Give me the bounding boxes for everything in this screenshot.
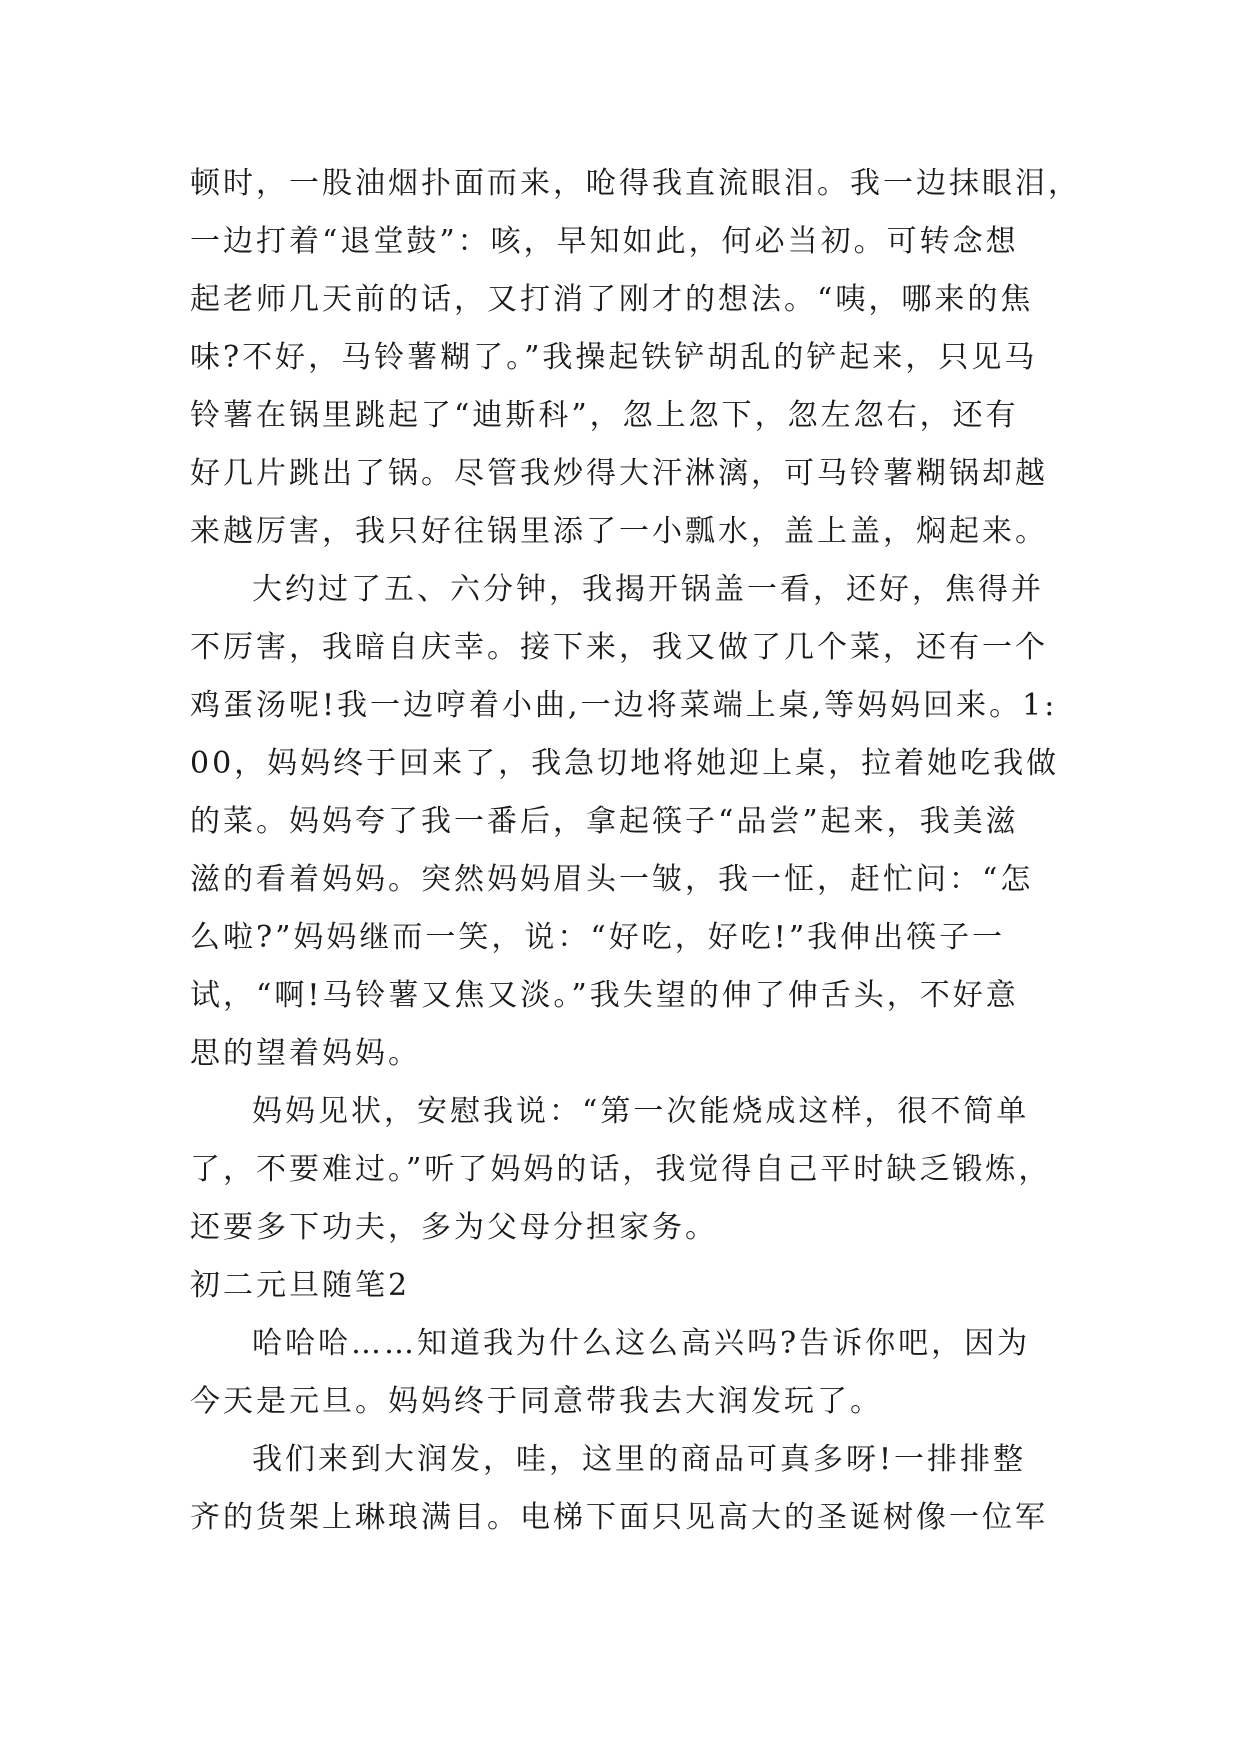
- text-line: 的菜。妈妈夸了我一番后，拿起筷子“品尝”起来，我美滋: [190, 804, 1019, 839]
- text-line: 00，妈妈终于回来了，我急切地将她迎上桌，拉着她吃我做: [190, 746, 1060, 781]
- text-line: 齐的货架上琳琅满目。电梯下面只见高大的圣诞树像一位军: [190, 1500, 1048, 1535]
- text-line: 试，“啊!马铃薯又焦又淡。”我失望的伸了伸舌头，不好意: [190, 978, 1019, 1013]
- paragraph-start-line: 哈哈哈……知道我为什么这么高兴吗?告诉你吧，因为: [252, 1326, 1031, 1361]
- paragraph-start-line: 妈妈见状，安慰我说：“第一次能烧成这样，很不简单: [252, 1094, 1030, 1129]
- paragraph-start-line: 我们来到大润发，哇，这里的商品可真多呀!一排排整: [252, 1442, 1027, 1477]
- text-line: 今天是元旦。妈妈终于同意带我去大润发玩了。: [190, 1384, 883, 1419]
- text-line: 好几片跳出了锅。尽管我炒得大汗淋漓，可马铃薯糊锅却越: [190, 456, 1048, 491]
- section-heading: 初二元旦随笔2: [190, 1268, 411, 1303]
- text-line: 铃薯在锅里跳起了“迪斯科”，忽上忽下，忽左忽右，还有: [190, 398, 1019, 433]
- text-line: 鸡蛋汤呢!我一边哼着小曲,一边将菜端上桌,等妈妈回来。1:: [190, 688, 1058, 723]
- text-line: 还要多下功夫，多为父母分担家务。: [190, 1210, 718, 1245]
- text-line: 来越厉害，我只好往锅里添了一小瓢水，盖上盖，焖起来。: [190, 514, 1048, 549]
- text-line: 么啦?”妈妈继而一笑，说：“好吃，好吃!”我伸出筷子一: [190, 920, 1006, 955]
- text-line: 思的望着妈妈。: [190, 1036, 421, 1071]
- essay-body: [190, 155, 1081, 1547]
- text-line: 了，不要难过。”听了妈妈的话，我觉得自己平时缺乏锻炼，: [190, 1152, 1052, 1187]
- paragraph-start-line: 大约过了五、六分钟，我揭开锅盖一看，还好，焦得并: [252, 572, 1044, 607]
- text-line: 滋的看着妈妈。突然妈妈眉头一皱，我一怔，赶忙问：“怎: [190, 862, 1034, 897]
- text-line: 顿时，一股油烟扑面而来，呛得我直流眼泪。我一边抹眼泪，: [190, 166, 1081, 201]
- text-line: 味?不好，马铃薯糊了。”我操起铁铲胡乱的铲起来，只见马: [190, 340, 1038, 375]
- text-line: 起老师几天前的话，又打消了刚才的想法。“咦，哪来的焦: [190, 282, 1034, 317]
- text-line: 一边打着“退堂鼓”：咳，早知如此，何必当初。可转念想: [190, 224, 1019, 259]
- text-line: 不厉害，我暗自庆幸。接下来，我又做了几个菜，还有一个: [190, 630, 1048, 665]
